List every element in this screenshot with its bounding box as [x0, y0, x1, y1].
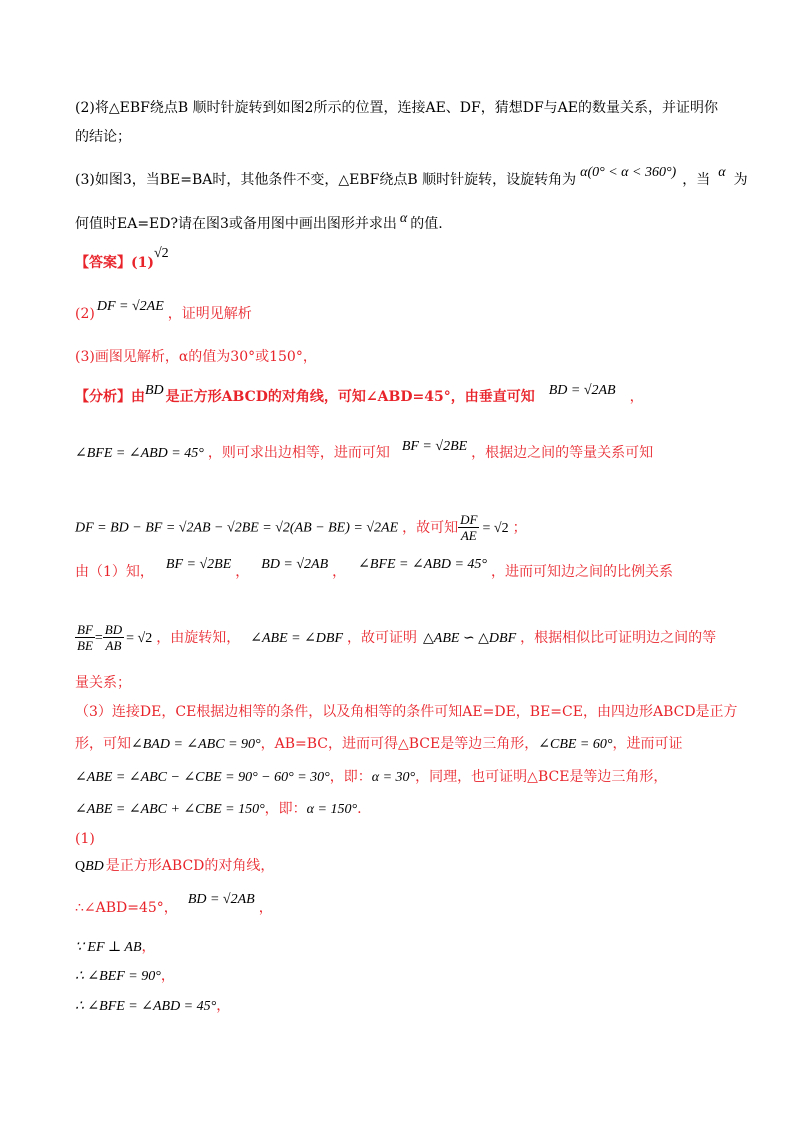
question-3-line-2: 何值时EA=ED?请在图3或备用图中画出图形并求出 α 的值.	[75, 211, 443, 232]
analysis-line-2: ∠BFE = ∠ABD = 45° ，则可求出边相等，进而可知 BF = √2BE ，根据边之间的等量关系可知	[75, 439, 654, 461]
analysis-p3-line-1: （3）连接DE，CE根据边相等的条件，以及角相等的条件可知AE=DE，BE=CE，由四边形ABCD是正方	[75, 704, 738, 720]
question-2-line-2: 的结论；	[75, 129, 131, 145]
rotation-range: α(0° < α < 360°)	[580, 165, 677, 180]
analysis-p3-line-3: ∠ABE = ∠ABC − ∠CBE = 90° − 60° = 30°，即：α = 30°，同理，也可证明△BCE是等边三角形，	[75, 769, 668, 785]
solution-part-1: (1)	[75, 831, 95, 847]
solution-line-3: ∵ EF ⊥ AB，	[75, 939, 156, 955]
analysis-line-6: 量关系；	[75, 675, 131, 691]
solution-line-4: ∴ ∠BEF = 90°，	[75, 968, 175, 984]
analysis-p3-line-4: ∠ABE = ∠ABC + ∠CBE = 150°，即：α = 150°.	[75, 801, 362, 817]
analysis-p3-line-2: 形，可知∠BAD = ∠ABC = 90°，AB=BC，进而可得△BCE是等边三角形，∠CBE = 60°，进而可证	[75, 736, 683, 752]
answer-1: 【答案】(1)√2	[75, 246, 169, 271]
solution-line-1: QBD 是正方形ABCD的对角线，	[75, 858, 275, 874]
analysis-line-3: DF = BD − BF = √2AB − √2BE = √2(AB − BE) = √2AE ，故可知 $\frac{DF}{AE}$ = √2 ；	[75, 512, 527, 543]
solution-line-5: ∴ ∠BFE = ∠ABD = 45°，	[75, 998, 231, 1014]
analysis-line-1: 【分析】由BD 是正方形ABCD的对角线，可知∠ABD=45°，由垂直可知 BD = √2AB ，	[75, 383, 644, 405]
answer-3: (3)画图见解析，α的值为30°或150°，	[75, 349, 317, 365]
fraction-df-ae: $\frac{DF}{AE}$	[460, 512, 478, 543]
question-2-line-1: (2)将△EBF绕点B 顺时针旋转到如图2所示的位置，连接AE、DF，猜想DF与AE的数量关系，并证明你	[75, 100, 718, 116]
analysis-line-5: $\frac{BF}{BE}$ = $\frac{BD}{AB}$ = √2 ，由旋转知， ∠ABE = ∠DBF ，故可证明 △ABE ∽ △DBF ，根据相似比可证明边之间的等	[77, 622, 717, 653]
fraction-bd-ab: $\frac{BD}{AB}$	[104, 622, 123, 653]
analysis-line-4: 由（1）知， BF = √2BE ， BD = √2AB ， ∠BFE = ∠ABD = 45° ，进而可知边之间的比例关系	[75, 557, 673, 580]
solution-line-2: ∴∠ABD=45°，BD = √2AB，	[75, 892, 273, 916]
question-3-line-1: (3)如图3，当BE=BA时，其他条件不变，△EBF绕点B 顺时针旋转，设旋转角为 α(0° < α < 360°) ，当 α 为	[75, 165, 748, 188]
fraction-bf-be: $\frac{BF}{BE}$	[77, 622, 93, 653]
answer-2: (2) DF = √2AE ，证明见解析	[75, 299, 252, 322]
